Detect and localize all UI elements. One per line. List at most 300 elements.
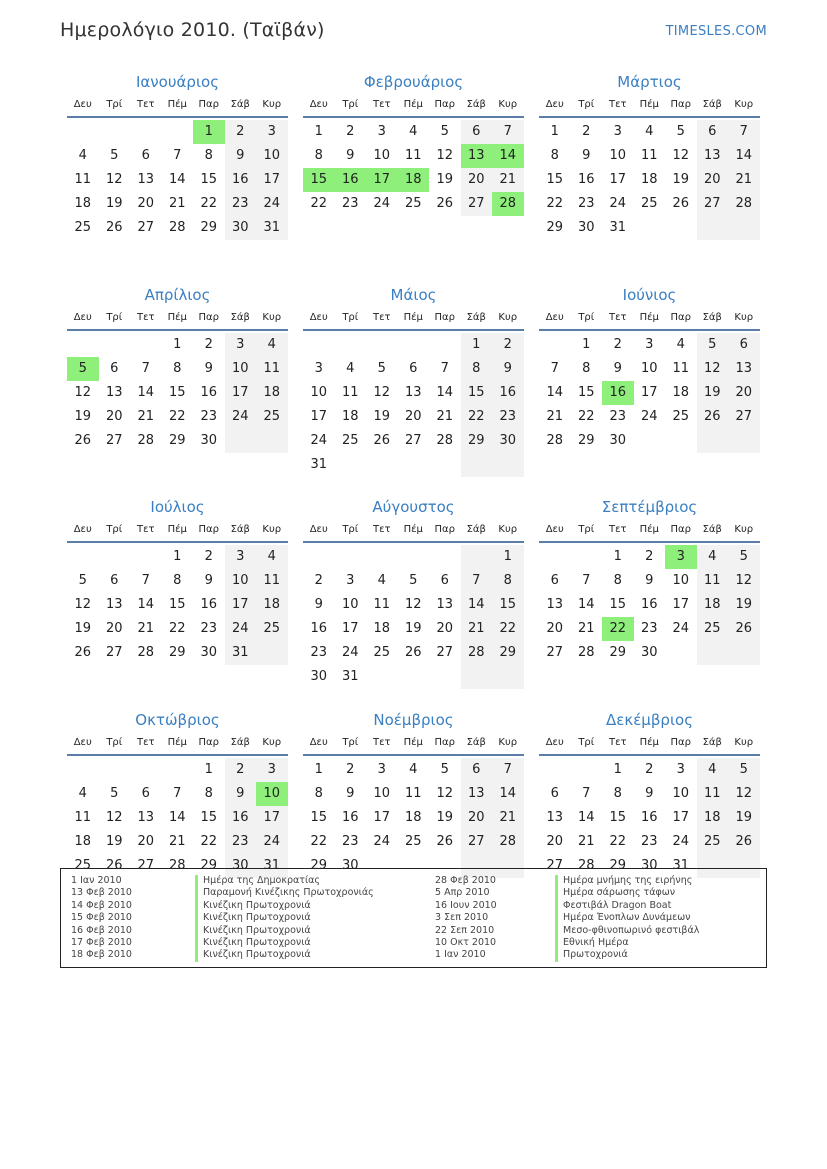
brand-link[interactable]: TIMESLES.COM (665, 24, 767, 39)
day-cell[interactable]: 11 (640, 148, 658, 163)
day-cell[interactable]: 2 (613, 336, 622, 352)
day-cell[interactable]: 9 (645, 785, 654, 801)
day-cell[interactable]: 18 (697, 593, 729, 617)
day-cell[interactable]: 24 (225, 617, 257, 641)
day-cell[interactable]: 14 (137, 384, 155, 400)
day-cell[interactable]: 23 (200, 408, 218, 424)
day-cell[interactable]: 22 (310, 833, 328, 849)
day-cell[interactable]: 3 (225, 545, 257, 569)
day-cell[interactable]: 2 (314, 573, 323, 588)
day-cell[interactable]: 5 (440, 124, 449, 139)
day-cell[interactable]: 22 (200, 196, 218, 211)
day-cell[interactable]: 4 (409, 761, 418, 777)
day-cell[interactable]: 12 (105, 172, 123, 187)
day-cell[interactable]: 1 (204, 761, 213, 777)
day-cell[interactable]: 22 (200, 833, 218, 849)
day-cell[interactable]: 31 (672, 857, 690, 873)
day-cell[interactable]: 16 (335, 168, 367, 192)
day-cell[interactable]: 14 (577, 597, 595, 612)
day-cell[interactable]: 26 (105, 857, 123, 873)
day-cell[interactable]: 20 (461, 168, 493, 192)
day-cell[interactable]: 26 (404, 645, 422, 660)
day-cell[interactable]: 28 (728, 192, 760, 216)
day-cell[interactable]: 3 (225, 333, 257, 357)
day-cell[interactable]: 18 (256, 381, 288, 405)
day-cell[interactable]: 16 (310, 621, 328, 636)
day-cell[interactable]: 15 (168, 384, 186, 400)
day-cell[interactable]: 14 (728, 144, 760, 168)
day-cell[interactable]: 7 (141, 573, 150, 588)
day-cell[interactable]: 24 (373, 196, 391, 211)
day-cell[interactable]: 20 (105, 408, 123, 424)
day-cell[interactable]: 16 (640, 809, 658, 825)
day-cell[interactable]: 5 (409, 573, 418, 588)
day-cell[interactable]: 19 (436, 809, 454, 825)
day-cell[interactable]: 13 (105, 384, 123, 400)
day-cell[interactable]: 5 (377, 360, 386, 376)
day-cell[interactable]: 10 (672, 785, 690, 801)
day-cell[interactable]: 24 (256, 830, 288, 854)
day-cell[interactable]: 10 (672, 573, 690, 588)
day-cell[interactable]: 28 (546, 432, 564, 448)
day-cell[interactable]: 10 (373, 148, 391, 163)
day-cell[interactable]: 1 (173, 336, 182, 352)
day-cell[interactable]: 16 (640, 597, 658, 612)
day-cell[interactable]: 23 (310, 645, 328, 660)
day-cell[interactable]: 11 (697, 569, 729, 593)
day-cell[interactable]: 6 (550, 785, 559, 801)
day-cell[interactable]: 6 (461, 758, 493, 782)
day-cell[interactable]: 16 (225, 806, 257, 830)
day-cell[interactable]: 31 (310, 456, 328, 472)
day-cell[interactable]: 17 (256, 168, 288, 192)
day-cell[interactable]: 12 (105, 809, 123, 825)
day-cell[interactable]: 25 (74, 857, 92, 873)
day-cell[interactable]: 20 (697, 168, 729, 192)
day-cell[interactable]: 12 (404, 597, 422, 612)
day-cell[interactable]: 30 (310, 669, 328, 684)
day-cell[interactable]: 7 (461, 569, 493, 593)
day-cell[interactable]: 9 (613, 360, 622, 376)
day-cell[interactable]: 7 (173, 148, 182, 163)
day-cell[interactable]: 29 (168, 645, 186, 660)
day-cell[interactable]: 8 (314, 148, 323, 163)
day-cell[interactable]: 8 (461, 357, 493, 381)
day-cell[interactable]: 4 (377, 573, 386, 588)
day-cell[interactable]: 6 (461, 120, 493, 144)
day-cell[interactable]: 30 (225, 216, 257, 240)
day-cell[interactable]: 17 (256, 806, 288, 830)
day-cell[interactable]: 7 (492, 758, 524, 782)
day-cell[interactable]: 22 (546, 196, 564, 211)
day-cell[interactable]: 22 (602, 617, 634, 641)
day-cell[interactable]: 29 (609, 857, 627, 873)
day-cell[interactable]: 7 (728, 120, 760, 144)
day-cell[interactable]: 1 (461, 333, 493, 357)
day-cell[interactable]: 29 (168, 432, 186, 448)
day-cell[interactable]: 15 (492, 593, 524, 617)
day-cell[interactable]: 15 (200, 809, 218, 825)
day-cell[interactable]: 27 (105, 432, 123, 448)
day-cell[interactable]: 12 (697, 357, 729, 381)
day-cell[interactable]: 24 (640, 408, 658, 424)
day-cell[interactable]: 31 (256, 854, 288, 878)
day-cell[interactable]: 11 (256, 569, 288, 593)
day-cell[interactable]: 19 (436, 172, 454, 187)
day-cell[interactable]: 17 (672, 597, 690, 612)
day-cell[interactable]: 27 (404, 432, 422, 448)
day-cell[interactable]: 9 (225, 144, 257, 168)
day-cell[interactable]: 27 (728, 405, 760, 429)
day-cell[interactable]: 18 (341, 408, 359, 424)
day-cell[interactable]: 17 (225, 381, 257, 405)
day-cell[interactable]: 24 (341, 645, 359, 660)
day-cell[interactable]: 30 (225, 854, 257, 878)
day-cell[interactable]: 29 (200, 220, 218, 235)
day-cell[interactable]: 17 (640, 384, 658, 400)
day-cell[interactable]: 16 (577, 172, 595, 187)
day-cell[interactable]: 30 (640, 857, 658, 873)
day-cell[interactable]: 20 (546, 833, 564, 849)
day-cell[interactable]: 24 (310, 432, 328, 448)
day-cell[interactable]: 12 (74, 384, 92, 400)
day-cell[interactable]: 30 (200, 432, 218, 448)
day-cell[interactable]: 10 (640, 360, 658, 376)
day-cell[interactable]: 9 (314, 597, 323, 612)
day-cell[interactable]: 21 (137, 408, 155, 424)
day-cell[interactable]: 10 (225, 569, 257, 593)
day-cell[interactable]: 9 (204, 573, 213, 588)
day-cell[interactable]: 2 (582, 124, 591, 139)
day-cell[interactable]: 11 (697, 782, 729, 806)
day-cell[interactable]: 11 (341, 384, 359, 400)
day-cell[interactable]: 24 (672, 833, 690, 849)
day-cell[interactable]: 6 (110, 573, 119, 588)
day-cell[interactable]: 19 (404, 621, 422, 636)
day-cell[interactable]: 30 (200, 645, 218, 660)
day-cell[interactable]: 5 (110, 785, 119, 801)
day-cell[interactable]: 10 (609, 148, 627, 163)
day-cell[interactable]: 5 (728, 545, 760, 569)
day-cell[interactable]: 20 (137, 196, 155, 211)
day-cell[interactable]: 4 (697, 545, 729, 569)
day-cell[interactable]: 8 (204, 785, 213, 801)
day-cell[interactable]: 20 (137, 833, 155, 849)
day-cell[interactable]: 7 (492, 120, 524, 144)
day-cell[interactable]: 2 (204, 336, 213, 352)
day-cell[interactable]: 9 (492, 357, 524, 381)
day-cell[interactable]: 22 (577, 408, 595, 424)
day-cell[interactable]: 5 (440, 761, 449, 777)
day-cell[interactable]: 18 (697, 806, 729, 830)
day-cell[interactable]: 1 (582, 336, 591, 352)
day-cell[interactable]: 21 (137, 621, 155, 636)
day-cell[interactable]: 10 (373, 785, 391, 801)
day-cell[interactable]: 4 (256, 333, 288, 357)
day-cell[interactable]: 28 (168, 220, 186, 235)
day-cell[interactable]: 18 (404, 809, 422, 825)
day-cell[interactable]: 24 (256, 192, 288, 216)
day-cell[interactable]: 1 (173, 549, 182, 564)
day-cell[interactable]: 28 (461, 641, 493, 665)
day-cell[interactable]: 30 (492, 429, 524, 453)
day-cell[interactable]: 18 (398, 168, 430, 192)
day-cell[interactable]: 28 (168, 857, 186, 873)
day-cell[interactable]: 10 (225, 357, 257, 381)
day-cell[interactable]: 5 (676, 124, 685, 139)
day-cell[interactable]: 26 (697, 405, 729, 429)
day-cell[interactable]: 25 (672, 408, 690, 424)
day-cell[interactable]: 30 (341, 857, 359, 873)
day-cell[interactable]: 27 (105, 645, 123, 660)
day-cell[interactable]: 1 (613, 549, 622, 564)
day-cell[interactable]: 12 (728, 782, 760, 806)
day-cell[interactable]: 16 (225, 168, 257, 192)
day-cell[interactable]: 19 (373, 408, 391, 424)
day-cell[interactable]: 9 (225, 782, 257, 806)
day-cell[interactable]: 22 (168, 621, 186, 636)
day-cell[interactable]: 24 (373, 833, 391, 849)
day-cell[interactable]: 26 (74, 432, 92, 448)
day-cell[interactable]: 12 (436, 148, 454, 163)
day-cell[interactable]: 29 (492, 641, 524, 665)
day-cell[interactable]: 21 (436, 408, 454, 424)
day-cell[interactable]: 6 (141, 785, 150, 801)
day-cell[interactable]: 3 (256, 758, 288, 782)
day-cell[interactable]: 5 (78, 573, 87, 588)
day-cell[interactable]: 4 (346, 360, 355, 376)
day-cell[interactable]: 1 (492, 545, 524, 569)
day-cell[interactable]: 25 (697, 617, 729, 641)
day-cell[interactable]: 17 (672, 809, 690, 825)
day-cell[interactable]: 6 (440, 573, 449, 588)
day-cell[interactable]: 4 (409, 124, 418, 139)
day-cell[interactable]: 17 (609, 172, 627, 187)
day-cell[interactable]: 25 (256, 617, 288, 641)
day-cell[interactable]: 17 (341, 621, 359, 636)
day-cell[interactable]: 13 (436, 597, 454, 612)
day-cell[interactable]: 6 (550, 573, 559, 588)
day-cell[interactable]: 19 (672, 172, 690, 187)
day-cell[interactable]: 19 (105, 196, 123, 211)
day-cell[interactable]: 18 (256, 593, 288, 617)
day-cell[interactable]: 2 (204, 549, 213, 564)
day-cell[interactable]: 30 (609, 432, 627, 448)
day-cell[interactable]: 9 (582, 148, 591, 163)
day-cell[interactable]: 26 (436, 833, 454, 849)
day-cell[interactable]: 19 (697, 381, 729, 405)
day-cell[interactable]: 9 (346, 785, 355, 801)
day-cell[interactable]: 12 (672, 148, 690, 163)
day-cell[interactable]: 21 (168, 833, 186, 849)
day-cell[interactable]: 15 (303, 168, 335, 192)
day-cell[interactable]: 24 (609, 196, 627, 211)
day-cell[interactable]: 2 (645, 761, 654, 777)
day-cell[interactable]: 31 (256, 216, 288, 240)
day-cell[interactable]: 19 (74, 408, 92, 424)
day-cell[interactable]: 23 (225, 830, 257, 854)
day-cell[interactable]: 21 (577, 833, 595, 849)
day-cell[interactable]: 8 (582, 360, 591, 376)
day-cell[interactable]: 29 (461, 429, 493, 453)
day-cell[interactable]: 29 (546, 220, 564, 235)
day-cell[interactable]: 8 (613, 573, 622, 588)
day-cell[interactable]: 12 (74, 597, 92, 612)
day-cell[interactable]: 6 (409, 360, 418, 376)
day-cell[interactable]: 9 (204, 360, 213, 376)
day-cell[interactable]: 20 (728, 381, 760, 405)
day-cell[interactable]: 18 (672, 384, 690, 400)
day-cell[interactable]: 25 (341, 432, 359, 448)
day-cell[interactable]: 4 (256, 545, 288, 569)
day-cell[interactable]: 28 (492, 830, 524, 854)
day-cell[interactable]: 9 (645, 573, 654, 588)
day-cell[interactable]: 16 (602, 381, 634, 405)
day-cell[interactable]: 16 (341, 809, 359, 825)
day-cell[interactable]: 15 (310, 809, 328, 825)
day-cell[interactable]: 14 (546, 384, 564, 400)
day-cell[interactable]: 14 (492, 782, 524, 806)
day-cell[interactable]: 11 (373, 597, 391, 612)
day-cell[interactable]: 27 (436, 645, 454, 660)
day-cell[interactable]: 19 (105, 833, 123, 849)
day-cell[interactable]: 16 (200, 597, 218, 612)
day-cell[interactable]: 18 (373, 621, 391, 636)
day-cell[interactable]: 29 (609, 645, 627, 660)
day-cell[interactable]: 25 (404, 833, 422, 849)
day-cell[interactable]: 27 (461, 192, 493, 216)
day-cell[interactable]: 20 (546, 621, 564, 636)
day-cell[interactable]: 15 (609, 597, 627, 612)
day-cell[interactable]: 13 (697, 144, 729, 168)
day-cell[interactable]: 23 (577, 196, 595, 211)
day-cell[interactable]: 7 (582, 573, 591, 588)
day-cell[interactable]: 4 (697, 758, 729, 782)
day-cell[interactable]: 18 (640, 172, 658, 187)
day-cell[interactable]: 22 (492, 617, 524, 641)
day-cell[interactable]: 23 (640, 833, 658, 849)
day-cell[interactable]: 26 (105, 220, 123, 235)
day-cell[interactable]: 25 (256, 405, 288, 429)
day-cell[interactable]: 11 (74, 172, 92, 187)
day-cell[interactable]: 2 (225, 758, 257, 782)
day-cell[interactable]: 17 (310, 408, 328, 424)
day-cell[interactable]: 15 (168, 597, 186, 612)
day-cell[interactable]: 23 (492, 405, 524, 429)
day-cell[interactable]: 23 (640, 621, 658, 636)
day-cell[interactable]: 26 (436, 196, 454, 211)
day-cell[interactable]: 20 (105, 621, 123, 636)
day-cell[interactable]: 2 (492, 333, 524, 357)
day-cell[interactable]: 3 (676, 761, 685, 777)
day-cell[interactable]: 17 (366, 168, 398, 192)
day-cell[interactable]: 7 (582, 785, 591, 801)
day-cell[interactable]: 4 (676, 336, 685, 352)
day-cell[interactable]: 3 (346, 573, 355, 588)
day-cell[interactable]: 5 (728, 758, 760, 782)
day-cell[interactable]: 28 (492, 192, 524, 216)
day-cell[interactable]: 3 (377, 761, 386, 777)
day-cell[interactable]: 4 (78, 148, 87, 163)
day-cell[interactable]: 13 (461, 144, 493, 168)
day-cell[interactable]: 25 (74, 220, 92, 235)
day-cell[interactable]: 19 (728, 593, 760, 617)
day-cell[interactable]: 14 (168, 172, 186, 187)
day-cell[interactable]: 29 (577, 432, 595, 448)
day-cell[interactable]: 10 (256, 144, 288, 168)
day-cell[interactable]: 2 (225, 120, 257, 144)
day-cell[interactable]: 15 (609, 809, 627, 825)
day-cell[interactable]: 29 (310, 857, 328, 873)
day-cell[interactable]: 14 (168, 809, 186, 825)
day-cell[interactable]: 27 (546, 857, 564, 873)
day-cell[interactable]: 26 (373, 432, 391, 448)
day-cell[interactable]: 3 (314, 360, 323, 376)
day-cell[interactable]: 19 (74, 621, 92, 636)
day-cell[interactable]: 28 (577, 857, 595, 873)
day-cell[interactable]: 3 (256, 120, 288, 144)
day-cell[interactable]: 3 (377, 124, 386, 139)
day-cell[interactable]: 21 (492, 806, 524, 830)
day-cell[interactable]: 23 (609, 408, 627, 424)
day-cell[interactable]: 13 (546, 597, 564, 612)
day-cell[interactable]: 29 (200, 857, 218, 873)
day-cell[interactable]: 12 (728, 569, 760, 593)
day-cell[interactable]: 21 (461, 617, 493, 641)
day-cell[interactable]: 13 (404, 384, 422, 400)
day-cell[interactable]: 8 (204, 148, 213, 163)
day-cell[interactable]: 22 (310, 196, 328, 211)
day-cell[interactable]: 17 (373, 809, 391, 825)
day-cell[interactable]: 8 (613, 785, 622, 801)
day-cell[interactable]: 23 (341, 833, 359, 849)
day-cell[interactable]: 27 (137, 857, 155, 873)
day-cell[interactable]: 14 (436, 384, 454, 400)
day-cell[interactable]: 31 (609, 220, 627, 235)
day-cell[interactable]: 5 (110, 148, 119, 163)
day-cell[interactable]: 8 (314, 785, 323, 801)
day-cell[interactable]: 21 (492, 168, 524, 192)
day-cell[interactable]: 17 (225, 593, 257, 617)
day-cell[interactable]: 10 (310, 384, 328, 400)
day-cell[interactable]: 25 (373, 645, 391, 660)
day-cell[interactable]: 15 (461, 381, 493, 405)
day-cell[interactable]: 12 (436, 785, 454, 801)
day-cell[interactable]: 31 (225, 641, 257, 665)
day-cell[interactable]: 10 (256, 782, 288, 806)
day-cell[interactable]: 11 (672, 360, 690, 376)
day-cell[interactable]: 4 (645, 124, 654, 139)
day-cell[interactable]: 26 (728, 617, 760, 641)
day-cell[interactable]: 4 (78, 785, 87, 801)
day-cell[interactable]: 13 (137, 172, 155, 187)
day-cell[interactable]: 24 (225, 405, 257, 429)
day-cell[interactable]: 15 (546, 172, 564, 187)
day-cell[interactable]: 19 (728, 806, 760, 830)
day-cell[interactable]: 6 (697, 120, 729, 144)
day-cell[interactable]: 15 (577, 384, 595, 400)
day-cell[interactable]: 7 (173, 785, 182, 801)
day-cell[interactable]: 6 (141, 148, 150, 163)
day-cell[interactable]: 27 (461, 830, 493, 854)
day-cell[interactable]: 20 (461, 806, 493, 830)
day-cell[interactable]: 21 (728, 168, 760, 192)
day-cell[interactable]: 31 (341, 669, 359, 684)
day-cell[interactable]: 23 (341, 196, 359, 211)
day-cell[interactable]: 14 (492, 144, 524, 168)
day-cell[interactable]: 30 (640, 645, 658, 660)
day-cell[interactable]: 13 (728, 357, 760, 381)
